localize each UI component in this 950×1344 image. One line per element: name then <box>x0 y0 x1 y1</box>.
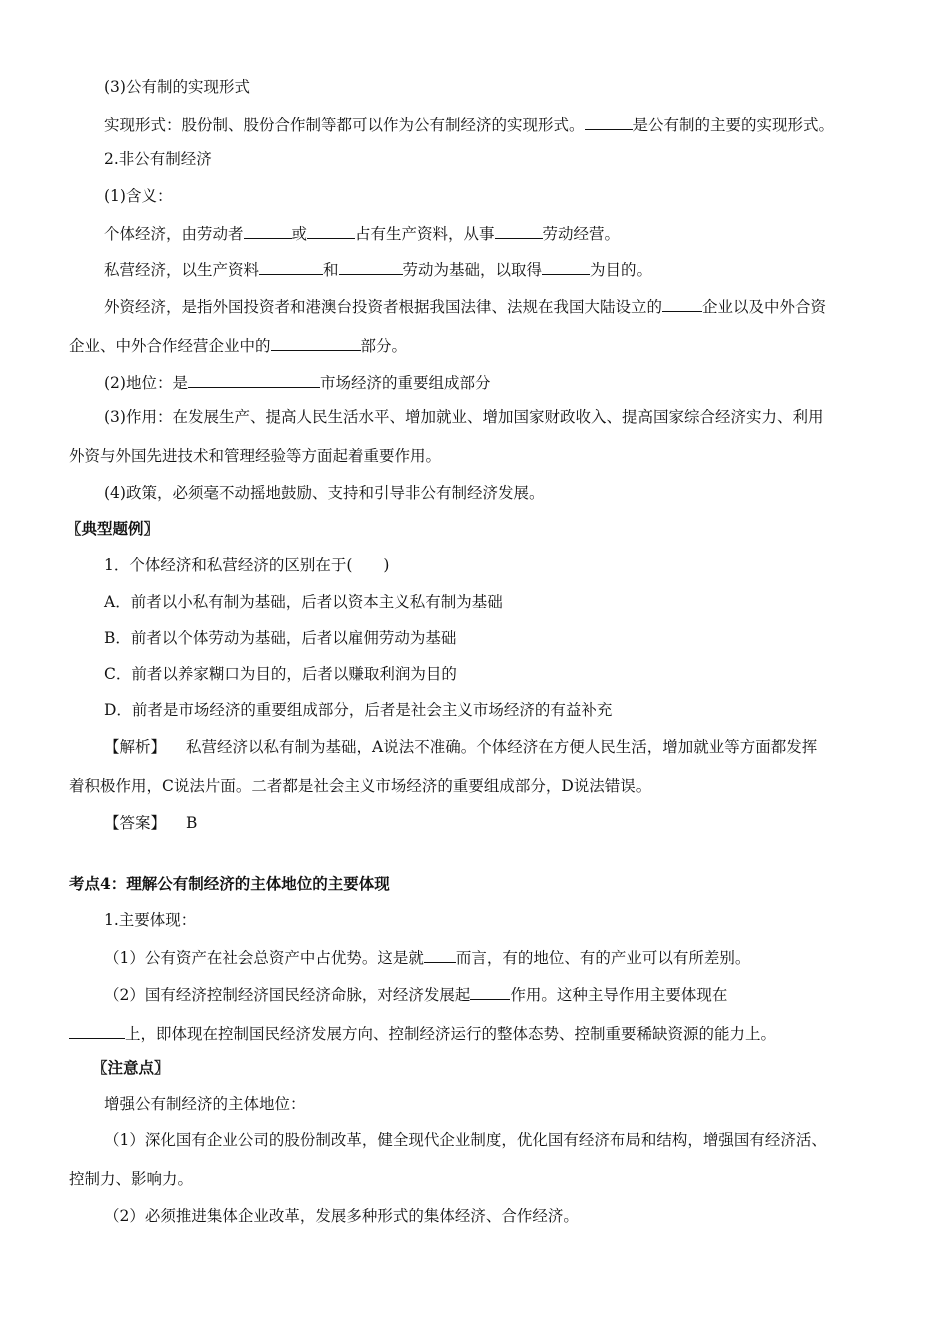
fill-blank <box>495 222 543 239</box>
option-a: A．前者以小私有制为基础，后者以资本主义私有制为基础 <box>104 593 503 611</box>
text: 市场经济的重要组成部分 <box>319 374 491 392</box>
fill-blank <box>307 222 355 239</box>
text: 是公有制的主要的实现形式。 <box>632 116 835 134</box>
answer-label: 【答案】 <box>104 814 167 832</box>
notice-item-2: （2）必须推进集体企业改革，发展多种形式的集体经济、合作经济。 <box>104 1207 579 1225</box>
fill-blank <box>259 258 323 275</box>
text: 劳动为基础，以取得 <box>402 261 543 279</box>
fill-blank <box>662 295 702 312</box>
answer-line <box>104 813 197 833</box>
fill-blank <box>339 258 403 275</box>
text: 个体经济，由劳动者 <box>104 225 244 243</box>
option-b: B．前者以个体劳动为基础，后者以雇佣劳动为基础 <box>104 629 457 647</box>
text: 作用。这种主导作用主要体现在 <box>510 986 728 1004</box>
question-stem: 1．个体经济和私营经济的区别在于( ) <box>104 556 390 574</box>
fill-blank <box>271 334 361 351</box>
text: 劳动经营。 <box>542 225 621 243</box>
analysis-label: 【解析】 <box>104 738 167 756</box>
role-line-2: 外资与外国先进技术和管理经验等方面起着重要作用。 <box>69 447 442 465</box>
point4-heading: 考点4：理解公有制经济的主体地位的主要体现 <box>69 874 390 893</box>
text: 或 <box>291 225 308 243</box>
fill-blank <box>424 946 456 963</box>
analysis-text: 私营经济以私有制为基础，A说法不准确。个体经济在方便人民生活，增加就业等方面都发挥 <box>186 738 818 756</box>
section-heading-non-public: 2.非公有制经济 <box>104 150 212 168</box>
option-c: C．前者以养家糊口为目的，后者以赚取利润为目的 <box>104 665 457 683</box>
analysis-line-1 <box>104 737 817 757</box>
point4-item-2-line-2 <box>69 1022 776 1044</box>
fill-blank <box>542 258 590 275</box>
point4-subheading: 1.主要体现： <box>104 911 197 929</box>
notice-item-1-line-2: 控制力、影响力。 <box>69 1170 194 1188</box>
point4-item-1 <box>104 946 750 968</box>
text: (2)地位：是 <box>104 374 188 392</box>
text: 企业以及中外合资 <box>702 298 827 316</box>
text: 实现形式：股份制、股份合作制等都可以作为公有制经济的实现形式。 <box>104 116 585 134</box>
notice-intro: 增强公有制经济的主体地位： <box>104 1095 306 1113</box>
point4-item-2-line-1 <box>104 983 727 1005</box>
notice-item-1-line-1: （1）深化国有企业公司的股份制改革，健全现代企业制度，优化国有经济布局和结构，增强国有经济活、 <box>104 1131 827 1149</box>
text: 而言，有的地位、有的产业可以有所差别。 <box>455 949 751 967</box>
fill-blank <box>188 371 320 388</box>
text: 外资经济，是指外国投资者和港澳台投资者根据我国法律、法规在我国大陆设立的 <box>104 298 663 316</box>
private-economy-line <box>104 258 652 280</box>
text: 为目的。 <box>590 261 653 279</box>
fill-blank <box>585 113 633 130</box>
text: 和 <box>323 261 339 279</box>
meaning-heading: (1)含义： <box>104 187 173 205</box>
text: 上，即体现在控制国民经济发展方向、控制经济运行的整体态势、控制重要稀缺资源的能力上。 <box>125 1025 777 1043</box>
text: （2）国有经济控制经济国民经济命脉，对经济发展起 <box>104 986 471 1004</box>
text: 私营经济，以生产资料 <box>104 261 260 279</box>
individual-economy-line <box>104 222 620 244</box>
fill-blank <box>69 1022 125 1039</box>
fill-blank <box>244 222 292 239</box>
text: （1）公有资产在社会总资产中占优势。这是就 <box>104 949 424 967</box>
option-d: D．前者是市场经济的重要组成部分，后者是社会主义市场经济的有益补充 <box>104 701 613 719</box>
text: 部分。 <box>360 337 408 355</box>
answer-value: B <box>186 814 198 832</box>
section-heading-realization: (3)公有制的实现形式 <box>104 78 250 96</box>
foreign-economy-line-1 <box>104 295 826 317</box>
foreign-economy-line-2 <box>69 334 407 356</box>
text: 占有生产资料，从事 <box>355 225 495 243</box>
role-line-1: (3)作用：在发展生产、提高人民生活水平、增加就业、增加国家财政收入、提高国家综合经济实力、利用 <box>104 408 824 426</box>
realization-forms-line <box>104 113 834 135</box>
notice-heading: 〖注意点〗 <box>92 1058 170 1077</box>
fill-blank <box>470 983 510 1000</box>
status-line <box>104 371 490 393</box>
policy-line: (4)政策，必须毫不动摇地鼓励、支持和引导非公有制经济发展。 <box>104 484 545 502</box>
typical-example-heading: 〖典型题例〗 <box>66 519 160 538</box>
text: 企业、中外合作经营企业中的 <box>69 337 271 355</box>
analysis-line-2: 着积极作用，C说法片面。二者都是社会主义市场经济的重要组成部分，D说法错误。 <box>69 777 652 795</box>
